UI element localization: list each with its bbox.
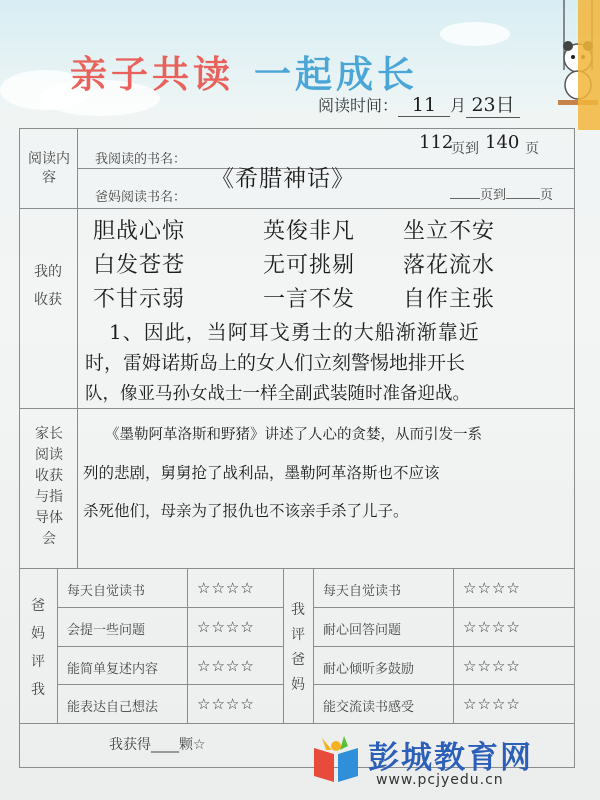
edge-decoration <box>578 0 600 130</box>
my-pages-from: 112 <box>419 132 454 153</box>
idiom: 白发苍苍 <box>93 253 186 278</box>
table-border <box>19 128 20 768</box>
column-divider <box>283 568 284 723</box>
title-part-two: 一起成长 <box>254 53 418 96</box>
row-divider <box>19 208 575 209</box>
idiom: 一言不发 <box>263 287 356 312</box>
row-divider <box>19 568 575 569</box>
cloud-decoration <box>440 22 510 46</box>
read-month: 11 <box>398 94 450 117</box>
child-eval-item: 耐心倾听多鼓励 <box>323 662 415 677</box>
read-time <box>318 90 520 118</box>
idiom: 英俊非凡 <box>263 219 356 244</box>
summary-label: 我获得 <box>109 737 151 753</box>
parent-eval-item: 能表达自己想法 <box>67 700 159 715</box>
page-end: 页 <box>525 141 539 157</box>
read-time-label: 阅读时间： <box>318 96 399 115</box>
row-divider <box>57 607 283 608</box>
parent-eval-item: 会提一些问题 <box>67 623 146 638</box>
rating-stars[interactable]: ☆☆☆☆ <box>197 579 255 597</box>
summary-blank: ____ <box>151 737 179 753</box>
book-title: 《希腊神话》 <box>211 166 355 192</box>
rating-stars[interactable]: ☆☆☆☆ <box>463 695 521 713</box>
table-border <box>19 128 575 129</box>
table-border <box>574 128 575 768</box>
stars-earned-summary <box>109 734 206 754</box>
summary-unit: 颗☆ <box>179 737 206 753</box>
sentence-line: 1、因此，当阿耳戈勇士的大船渐渐靠近 <box>109 320 480 344</box>
brand-name: 彭城教育网 <box>368 740 533 776</box>
child-eval-label: 我评爸妈 <box>291 602 305 693</box>
parent-book-label: 爸妈阅读书名： <box>95 190 187 205</box>
gains-section-label: 我的收获 <box>34 264 62 308</box>
parent-note-line: 杀死他们，母亲为了报仇也不该亲手杀了儿子。 <box>83 502 409 520</box>
rating-stars[interactable]: ☆☆☆☆ <box>463 657 521 675</box>
sentence-line: 队，像亚马孙女战士一样全副武装随时准备迎战。 <box>85 384 470 404</box>
column-divider <box>77 128 78 568</box>
rating-stars[interactable]: ☆☆☆☆ <box>197 695 255 713</box>
row-divider <box>313 607 574 608</box>
parent-pages-mid: 页到 <box>480 188 507 203</box>
parent-pages <box>449 184 553 203</box>
row-divider <box>313 684 574 685</box>
row-divider <box>57 684 283 685</box>
row-divider <box>19 408 575 409</box>
idiom: 自作主张 <box>403 287 496 312</box>
row-divider <box>313 646 574 647</box>
parent-eval-item: 每天自觉读书 <box>67 584 146 599</box>
rating-stars[interactable]: ☆☆☆☆ <box>197 618 255 636</box>
brand-url: www.pcjyedu.cn <box>376 772 504 788</box>
watermark-logo <box>300 728 600 800</box>
idiom: 坐立不安 <box>403 219 496 244</box>
row-divider <box>57 646 283 647</box>
row-divider <box>19 723 575 724</box>
parent-eval-label: 爸妈评我 <box>31 598 45 698</box>
parent-notes-label: 家长阅读收获与指导体会 <box>35 426 63 547</box>
idiom: 不甘示弱 <box>93 287 186 312</box>
month-unit: 月 <box>450 96 467 115</box>
title-part-one: 亲子共读 <box>70 53 234 96</box>
child-eval-item: 每天自觉读书 <box>323 584 402 599</box>
reading-section-label: 阅读内容 <box>28 151 70 186</box>
child-eval-item: 耐心回答问题 <box>323 623 402 638</box>
rating-stars[interactable]: ☆☆☆☆ <box>463 618 521 636</box>
child-eval-item: 能交流读书感受 <box>323 700 415 715</box>
sentence-line: 时，雷姆诺斯岛上的女人们立刻警惕地排开长 <box>85 352 466 374</box>
rating-stars[interactable]: ☆☆☆☆ <box>463 579 521 597</box>
my-book-label: 我阅读的书名： <box>95 152 187 167</box>
reading-record-table <box>19 128 575 768</box>
idiom: 落花流水 <box>403 253 496 278</box>
read-day: 23日 <box>466 90 520 118</box>
parent-note-line: 《墨勒阿革洛斯和野猪》讲述了人心的贪婪，从而引发一系 <box>105 427 482 443</box>
page-unit: 页到 <box>451 141 479 157</box>
idiom: 胆战心惊 <box>93 219 186 244</box>
parent-note-line: 列的悲剧，舅舅抢了战利品，墨勒阿革洛斯也不应该 <box>83 464 440 482</box>
parent-pages-end: 页 <box>540 188 554 203</box>
parent-eval-item: 能简单复述内容 <box>67 662 159 677</box>
book-logo-icon <box>310 734 362 786</box>
rating-stars[interactable]: ☆☆☆☆ <box>197 657 255 675</box>
idiom: 无可挑剔 <box>263 253 356 278</box>
my-pages-to: 140 <box>485 132 520 153</box>
